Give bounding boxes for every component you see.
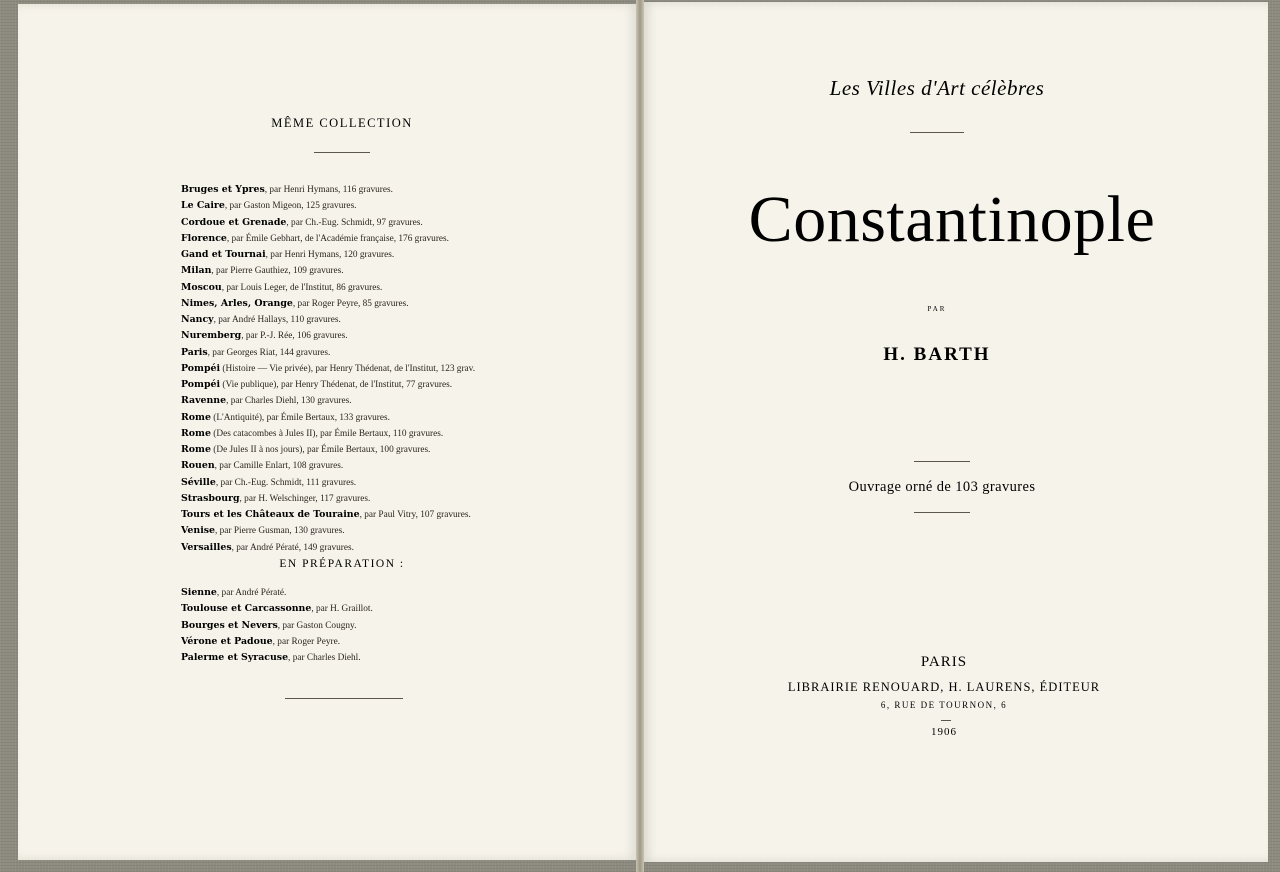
list-item-details: (Histoire — Vie privée), par Henry Thédenat, de l'Institut, 123 grav. [220, 363, 476, 374]
illustrations-top-rule [914, 461, 970, 462]
list-item-details: , par Charles Diehl, 130 gravures. [226, 396, 352, 407]
list-item-details: (L'Antiquité), par Émile Bertaux, 133 gravures. [210, 412, 390, 423]
list-item-city: Versailles [181, 541, 232, 553]
list-item-city: Florence [181, 232, 227, 244]
list-item-details: , par H. Graillot. [311, 604, 373, 615]
list-item [181, 507, 475, 523]
list-item-city: Le Caire [181, 200, 225, 212]
list-item-city: Rouen [181, 460, 215, 472]
year-rule [941, 720, 951, 721]
series-rule [910, 132, 964, 133]
list-item-city: Venise [181, 525, 215, 537]
list-item-details: , par Henri Hymans, 116 gravures. [264, 185, 393, 195]
list-item-city: Milan [181, 265, 212, 277]
publisher: LIBRAIRIE RENOUARD, H. LAURENS, ÉDITEUR [787, 680, 1101, 694]
list-item-city: Pompéi [181, 362, 221, 374]
list-item-details: , par Paul Vitry, 107 gravures. [359, 510, 471, 520]
list-item-city: Sienne [181, 587, 217, 598]
list-item-details: , par H. Welschinger, 117 gravures. [239, 493, 371, 504]
list-item [181, 491, 475, 507]
list-item [181, 393, 475, 409]
left-bottom-rule [285, 698, 403, 699]
list-item [181, 280, 475, 296]
collection-list [181, 182, 475, 556]
list-item-details: , par Roger Peyre, 85 gravures. [292, 298, 409, 309]
list-item-details: , par Ch.-Eug. Schmidt, 111 gravures. [215, 477, 357, 488]
list-item [181, 442, 475, 458]
list-item-city: Cordoue et Grenade [181, 216, 287, 228]
list-item [181, 247, 475, 263]
list-item [181, 361, 475, 377]
list-item [181, 296, 475, 312]
list-item-city: Gand et Tournai [181, 249, 266, 260]
list-item [181, 650, 373, 666]
list-item [181, 312, 475, 328]
list-item [181, 377, 475, 393]
illustrations-bottom-rule [914, 512, 970, 513]
preparation-list [181, 585, 373, 666]
list-item-city: Rome [181, 427, 211, 439]
list-item [181, 231, 475, 247]
list-item [181, 458, 475, 474]
illustrations-note: Ouvrage orné de 103 gravures [848, 479, 1036, 495]
list-item-details: , par Henri Hymans, 120 gravures. [265, 250, 395, 260]
list-item-details: , par Ch.-Eug. Schmidt, 97 gravures. [286, 217, 423, 228]
list-item [181, 601, 373, 617]
list-item-details: , par André Pératé, 149 gravures. [231, 542, 354, 553]
collection-rule [314, 152, 370, 153]
list-item-city: Rome [181, 444, 211, 455]
list-item-details: , par Gaston Migeon, 125 gravures. [224, 201, 357, 212]
list-item-details: , par André Hallays, 110 gravures. [213, 315, 341, 325]
list-item-details: , par Gaston Cougny. [277, 620, 357, 631]
list-item-city: Nimes, Arles, Orange [181, 297, 293, 309]
list-item [181, 523, 475, 539]
list-item-details: (Des catacombes à Jules II), par Émile Bertaux, 110 gravures. [210, 428, 444, 439]
list-item-details: (Vie publique), par Henry Thédenat, de l'Institut, 77 gravures. [220, 380, 453, 390]
list-item [181, 328, 475, 344]
list-item-details: , par Roger Peyre. [272, 636, 341, 647]
list-item-city: Vérone et Padoue [181, 635, 273, 647]
list-item-city: Rome [181, 411, 211, 423]
list-item-city: Toulouse et Carcassonne [181, 603, 312, 615]
list-item-city: Moscou [181, 281, 222, 293]
list-item [181, 263, 475, 279]
list-item-city: Palerme et Syracuse [181, 652, 289, 663]
list-item-details: , par Camille Enlart, 108 gravures. [214, 461, 344, 472]
list-item-details: , par P.-J. Rée, 106 gravures. [241, 331, 348, 342]
list-item-details: , par Pierre Gauthiez, 109 gravures. [211, 266, 344, 277]
list-item-city: Tours et les Châteaux de Touraine [181, 509, 360, 520]
list-item-details: , par Charles Diehl. [288, 653, 361, 663]
list-item-details: , par Pierre Gusman, 130 gravures. [215, 526, 345, 537]
list-item-city: Paris [181, 346, 208, 358]
list-item [181, 475, 475, 491]
list-item [181, 426, 475, 442]
imprint-city: PARIS [920, 654, 968, 670]
list-item-details: , par Georges Riat, 144 gravures. [207, 347, 331, 358]
list-item [181, 410, 475, 426]
list-item [181, 198, 475, 214]
list-item-details: , par André Pératé. [216, 588, 287, 598]
list-item [181, 585, 373, 601]
list-item-city: Strasbourg [181, 492, 240, 504]
by-label: PAR [927, 305, 947, 313]
list-item-details: , par Émile Gebhart, de l'Académie française, 176 gravures. [226, 233, 449, 244]
list-item-city: Nancy [181, 314, 214, 325]
list-item [181, 540, 475, 556]
book-title: Constantinople [748, 183, 1156, 256]
list-item-city: Nuremberg [181, 330, 242, 342]
series-title: Les Villes d'Art célèbres [829, 76, 1045, 100]
list-item-city: Bruges et Ypres [181, 184, 265, 195]
list-item-details: (De Jules II à nos jours), par Émile Bertaux, 100 gravures. [210, 445, 431, 455]
list-item [181, 215, 475, 231]
list-item [181, 345, 475, 361]
list-item [181, 634, 373, 650]
author-name: H. BARTH [883, 344, 991, 365]
preparation-heading: EN PRÉPARATION : [279, 558, 405, 570]
list-item [181, 618, 373, 634]
list-item-city: Bourges et Nevers [181, 619, 278, 631]
list-item-details: , par Louis Leger, de l'Institut, 86 gravures. [221, 282, 383, 293]
list-item-city: Séville [181, 476, 216, 488]
list-item-city: Ravenne [181, 395, 227, 407]
list-item-city: Pompéi [181, 379, 221, 390]
list-item [181, 182, 475, 198]
publication-year: 1906 [931, 726, 957, 738]
publisher-address: 6, RUE DE TOURNON, 6 [880, 700, 1008, 710]
collection-heading: MÊME COLLECTION [271, 116, 413, 130]
